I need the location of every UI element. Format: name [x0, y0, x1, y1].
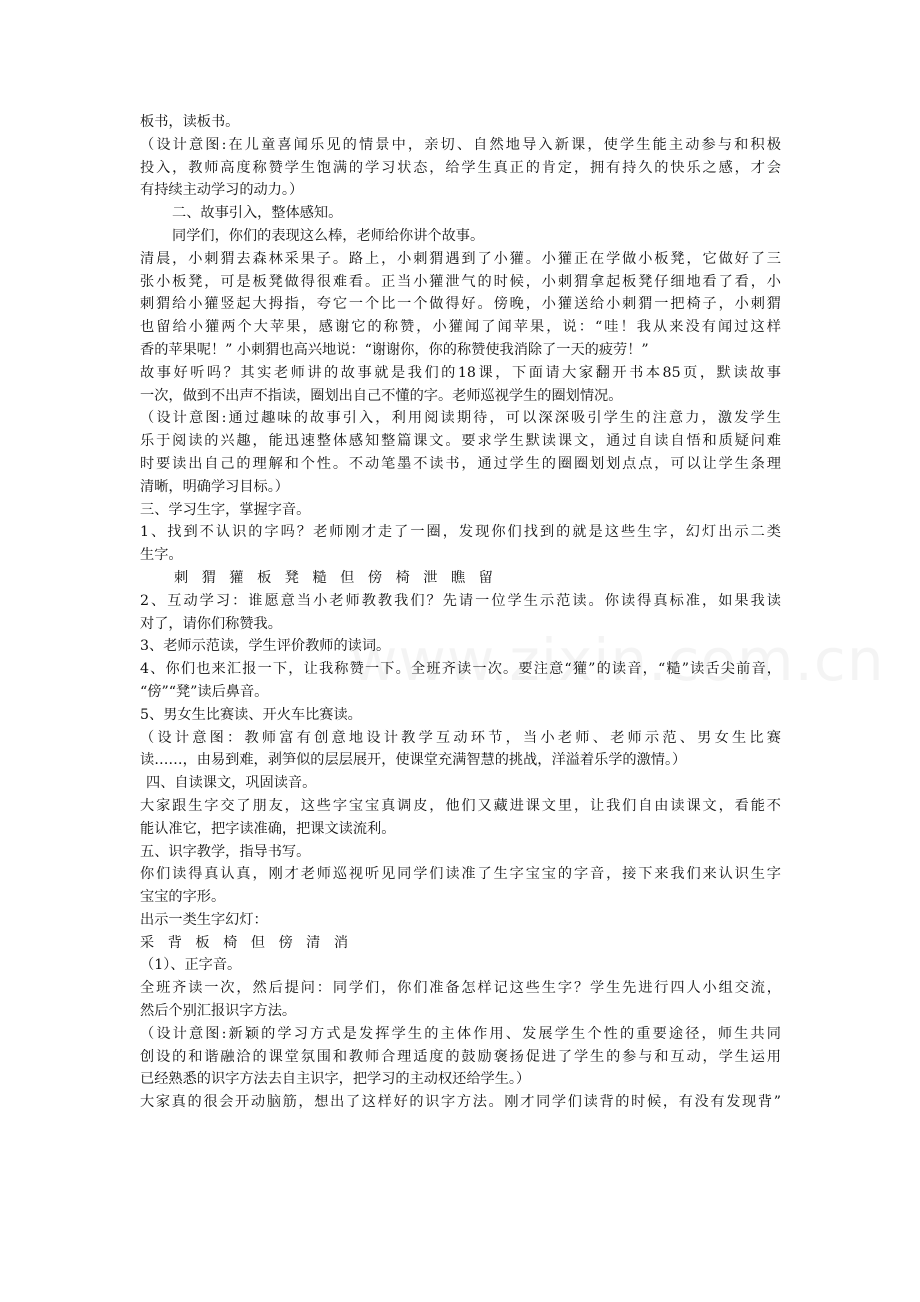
- text-line: 已经熟悉的识字方法去自主识字，把学习的主动权还给学生。）: [140, 1071, 531, 1088]
- text-line: 也留给小獾两个大苹果，感谢它的称赞，小獾闻了闻苹果，说：“哇！我从来没有闻过这样: [140, 319, 781, 336]
- text-line: 能认准它，把字读准确，把课文读流利。: [140, 820, 396, 837]
- text-line: 出示一类生字幻灯：: [140, 911, 268, 928]
- section-heading: 五、识字教学，指导书写。: [140, 843, 311, 860]
- numbered-item: 3、老师示范读，学生评价教师的读词。: [140, 638, 391, 655]
- text-line: 同学们，你们的表现这么棒，老师给你讲个故事。: [172, 227, 485, 244]
- design-intent-note: （设计意图:通过趣味的故事引入，利用阅读期待，可以深深吸引学生的注意力，激发学生: [140, 410, 781, 427]
- text-line: 香的苹果呢！” 小刺猬也高兴地说：“谢谢你，你的称赞使我消除了一天的疲劳！”: [140, 341, 649, 358]
- text-line: 创设的和谐融洽的课堂氛围和教师合理适度的鼓励褒扬促进了学生的参与和互动，学生运用: [140, 1048, 781, 1065]
- design-intent-note: （设计意图:新颖的学习方式是发挥学生的主体作用、发展学生个性的重要途径，师生共同: [140, 1025, 781, 1042]
- new-characters-row: 采 背 板 椅 但 傍 清 消: [140, 934, 349, 951]
- numbered-item: 1、找到不认识的字吗？老师刚才走了一圈，发现你们找到的就是这些生字，幻灯出示二类: [140, 524, 781, 541]
- text-line: 生字。: [140, 547, 183, 564]
- text-line: 清晰，明确学习目标。）: [140, 478, 289, 495]
- text-line: 故事好听吗？其实老师讲的故事就是我们的18课，下面请大家翻开书本85页，默读故事: [140, 364, 781, 381]
- text-line: 大家真的很会开动脑筋，想出了这样好的识字方法。刚才同学们读背的时候，有没有发现背”: [140, 1094, 781, 1111]
- section-heading: 三、学习生字，掌握字音。: [140, 501, 311, 518]
- text-line: 然后个别汇报识字方法。: [140, 1003, 297, 1020]
- text-line: 时要读出自己的理解和个性。不动笔墨不读书，通过学生的圈圈划划点点，可以让学生条理: [140, 455, 781, 472]
- story-paragraph: 清晨，小刺猬去森林采果子。路上，小刺猬遇到了小獾。小獾正在学做小板凳，它做好了三: [140, 250, 781, 267]
- text-line: 有持续主动学习的动力。）: [140, 182, 304, 199]
- section-heading: 四、自读课文，巩固读音。: [146, 775, 317, 792]
- text-line: 大家跟生字交了朋友，这些字宝宝真调皮，他们又藏进课文里，让我们自由读课文，看能不: [140, 797, 781, 814]
- text-line: 投入，教师高度称赞学生饱满的学习状态，给学生真正的肯定，拥有持久的快乐之感，才会: [140, 159, 781, 176]
- design-intent-note: （设计意图：教师富有创意地设计教学互动环节，当小老师、老师示范、男女生比赛: [140, 729, 781, 746]
- text-line: 全班齐读一次，然后提问：同学们，你们准备怎样记这些生字？学生先进行四人小组交流，: [140, 980, 781, 997]
- numbered-item: 5、男女生比赛读、开火车比赛读。: [140, 706, 362, 723]
- text-line: 板书，读板书。: [140, 114, 240, 130]
- text-line: 一次，做到不出声不指读，圈划出自己不懂的字。老师巡视学生的圈划情况。: [140, 387, 623, 404]
- numbered-item: 4、你们也来汇报一下，让我称赞一下。全班齐读一次。要注意“獾”的读音，“糙”读舌尖前音，: [140, 661, 781, 678]
- numbered-item: 2、互动学习：谁愿意当小老师教教我们？先请一位学生示范读。你读得真标准，如果我读: [140, 592, 781, 609]
- text-line: 你们读得真认真，刚才老师巡视听见同学们读准了生字宝宝的字音，接下来我们来认识生字: [140, 866, 781, 883]
- text-line: 刺猬给小獾竖起大拇指，夸它一个比一个做得好。傍晚，小獾送给小刺猬一把椅子，小刺猬: [140, 296, 781, 313]
- text-line: 读……，由易到难，剥笋似的层层展开，使课堂充满智慧的挑战，洋溢着乐学的激情。）: [140, 752, 687, 769]
- lesson-plan-body: [140, 111, 781, 1114]
- text-line: 宝宝的字形。: [140, 889, 226, 906]
- new-characters-row: 刺 猬 獾 板 凳 糙 但 傍 椅 泄 瞧 留: [174, 569, 494, 586]
- text-line: “傍”“凳”读后鼻音。: [140, 683, 269, 700]
- text-line: 对了，请你们称赞我。: [140, 615, 282, 632]
- sub-heading: （1）、正字音。: [140, 957, 242, 974]
- design-intent-note: （设计意图:在儿童喜闻乐见的情景中，亲切、自然地导入新课，使学生能主动参与和积极: [140, 136, 781, 153]
- text-line: 乐于阅读的兴趣，能迅速整体感知整篇课文。要求学生默读课文，通过自读自悟和质疑问难: [140, 433, 781, 450]
- text-line: 张小板凳，可是板凳做得很难看。正当小獾泄气的时候，小刺猬拿起板凳仔细地看了看，小: [140, 273, 781, 290]
- section-heading: 二、故事引入，整体感知。: [172, 205, 343, 222]
